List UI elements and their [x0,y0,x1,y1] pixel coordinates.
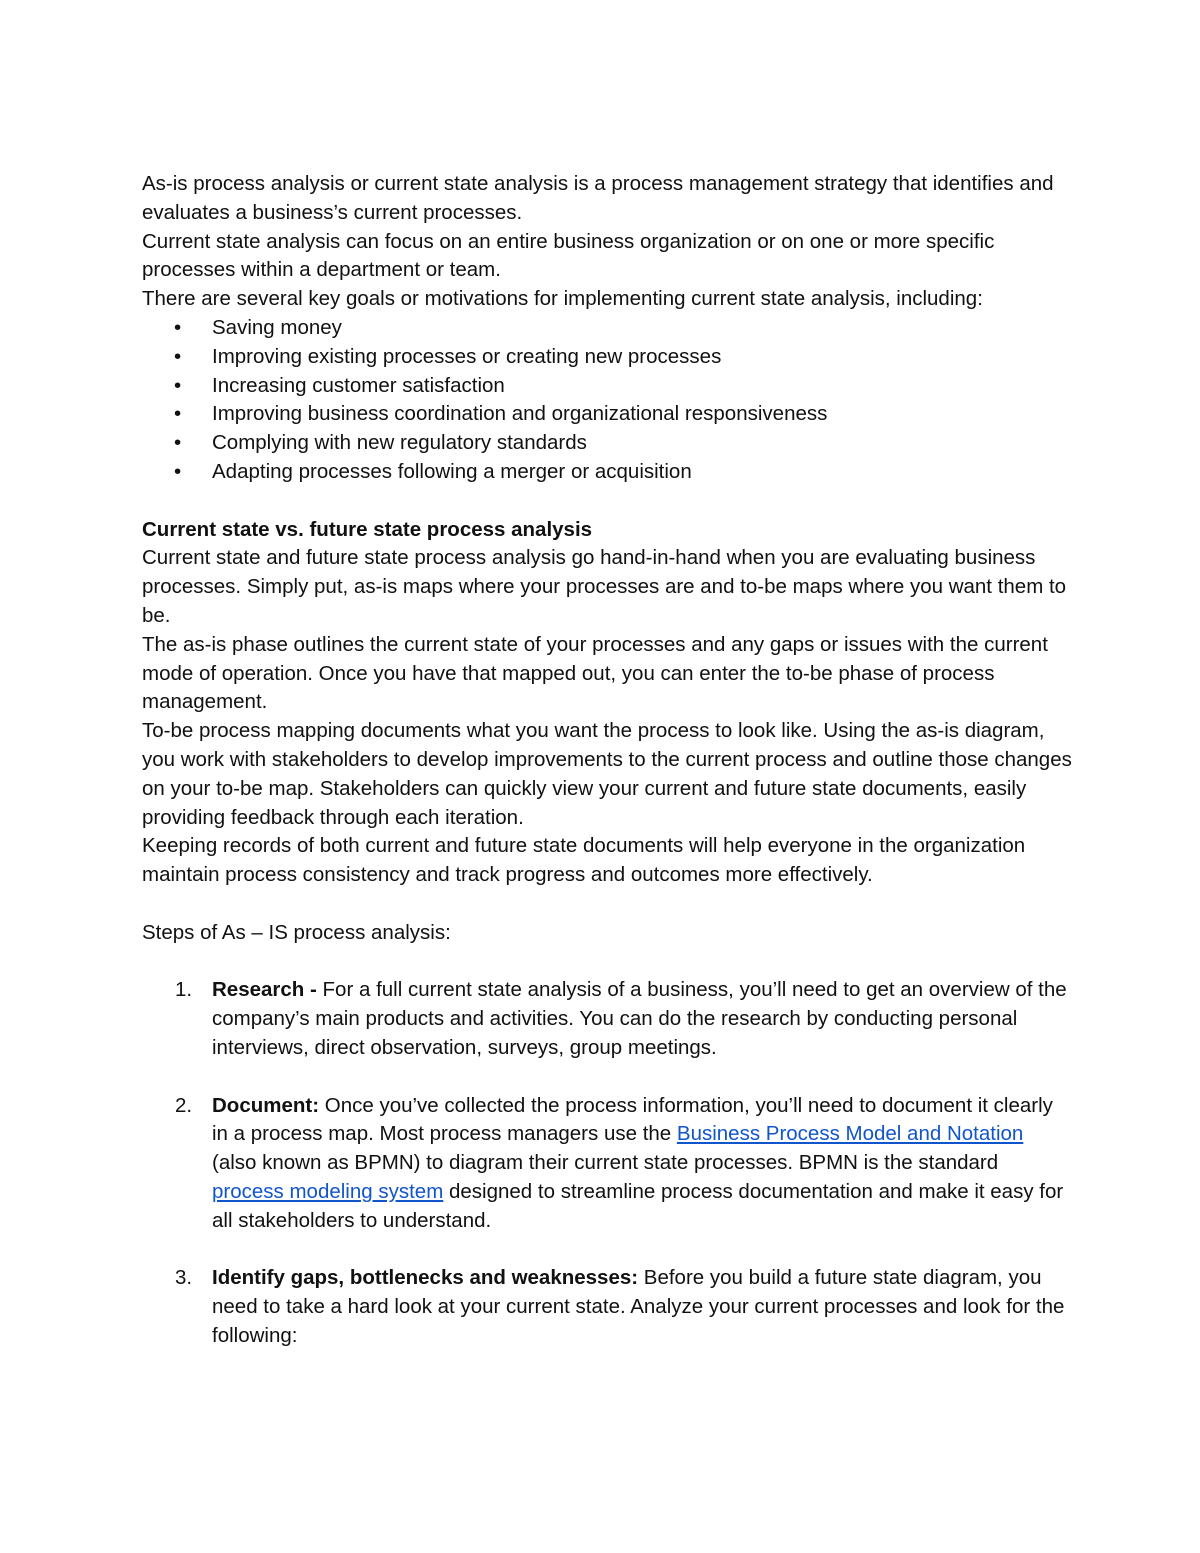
goal-text: Increasing customer satisfaction [212,373,505,397]
process-modeling-system-link[interactable]: process modeling system [212,1179,444,1203]
bpmn-link[interactable]: Business Process Model and Notation [676,1122,1024,1146]
goal-item [142,400,1072,429]
bullet-icon: • [174,315,182,339]
spacer [142,948,1072,977]
spacer [142,487,1072,516]
intro-paragraph-3: There are several key goals or motivations for implementing current state analysis, including: [142,287,983,311]
goal-text: Improving existing processes or creating new processes [212,344,722,368]
goal-item [142,429,1072,458]
step-number: 2. [175,1093,193,1117]
goals-list [142,314,1072,487]
step-number: 1. [175,978,193,1002]
bullet-icon: • [174,373,182,397]
step-text: designed to streamline process documentation and make it easy for all stakeholders to understand. [212,1179,1064,1232]
spacer [142,1235,1072,1264]
goal-text: Complying with new regulatory standards [212,431,587,455]
section-paragraph-2: The as-is phase outlines the current state of your processes and any gaps or issues with the current mode of operation. Once you have that mapped out, you can enter the to-be phase of process management. [142,632,1048,714]
section-paragraph-3: To-be process mapping documents what you want the process to look like. Using the as-is diagram, you work with stakeholders to develop improvements to the current process and outline those changes on your to-be map. Stakeholders can quickly view your current and future state documents, easily providing feedback through each iteration. [142,719,1072,829]
intro-paragraph-1: As-is process analysis or current state analysis is a process management strategy that identifies and evaluates a business’s current processes. [142,172,1054,224]
goal-item [142,458,1072,487]
steps-list [142,1264,1072,1350]
step-item-document [142,1092,1072,1236]
goal-item [142,343,1072,372]
section-heading: Current state vs. future state process analysis [142,517,593,541]
intro-paragraph-2: Current state analysis can focus on an entire business organization or on one or more specific processes within a department or team. [142,229,995,282]
steps-list [142,976,1072,1062]
spacer [142,1063,1072,1092]
section-paragraph-1: Current state and future state process analysis go hand-in-hand when you are evaluating business processes. Simply put, as-is maps where your processes are and to-be maps where you want them to be. [142,546,1067,627]
step-text: Before you build a future state diagram, you need to take a hard look at your current state. Analyze your current processes and look for the following: [212,1266,1065,1347]
document-page [142,170,1072,1351]
step-text: (also known as BPMN) to diagram their current state processes. BPMN is the standard [212,1151,999,1175]
goal-item [142,314,1072,343]
step-item-research [142,976,1072,1062]
step-text: For a full current state analysis of a business, you’ll need to get an overview of the company’s main products and activities. You can do the research by conducting personal interviews, direct observation, surveys, group meetings. [212,978,1067,1059]
step-number: 3. [175,1266,193,1290]
step-title: Identify gaps, bottlenecks and weaknesses: [212,1266,639,1290]
steps-intro: Steps of As – IS process analysis: [142,920,451,944]
bullet-icon: • [174,459,182,483]
goal-text: Saving money [212,315,342,339]
bullet-icon: • [174,431,182,455]
step-text: Once you’ve collected the process information, you’ll need to document it clearly in a process map. Most process managers use the [212,1093,1053,1146]
step-title: Research - [212,978,317,1002]
goal-item [142,372,1072,401]
steps-list [142,1092,1072,1236]
bullet-icon: • [174,344,182,368]
section-paragraph-4: Keeping records of both current and future state documents will help everyone in the organization maintain process consistency and track progress and outcomes more effectively. [142,834,1026,887]
step-title: Document: [212,1093,320,1117]
goal-text: Improving business coordination and organizational responsiveness [212,402,828,426]
spacer [142,890,1072,919]
step-item-identify-gaps [142,1264,1072,1350]
goal-text: Adapting processes following a merger or acquisition [212,459,692,483]
bullet-icon: • [174,402,182,426]
